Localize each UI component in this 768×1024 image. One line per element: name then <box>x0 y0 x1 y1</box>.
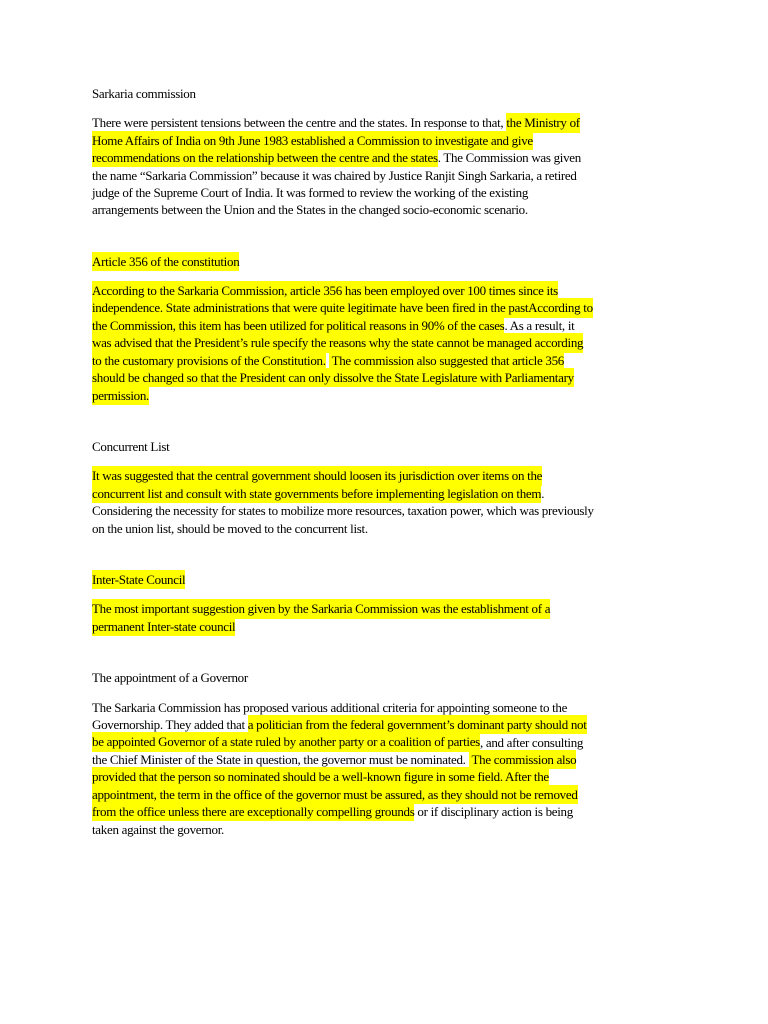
highlighted-text: a politician from the federal government’s dominant party should not <box>248 715 587 734</box>
text-line <box>92 571 690 588</box>
highlighted-text: According to the Sarkaria Commission, article 356 has been employed over 100 times since its <box>92 281 558 300</box>
spacer <box>92 647 690 669</box>
text-run: . <box>541 485 545 501</box>
text-run: the Chief Minister of the State in question, the governor must be nominated. <box>92 751 469 767</box>
text-run: or if disciplinary action is being <box>414 804 573 820</box>
heading-concurrent-list <box>92 438 690 455</box>
text-line <box>92 618 690 635</box>
text-run: taken against the governor. <box>92 821 224 837</box>
text-run: Considering the necessity for states to mobilize more resources, taxation power, which was previously <box>92 503 594 519</box>
highlighted-text: Article 356 of the constitution <box>92 252 239 271</box>
text-line <box>92 184 690 201</box>
text-line <box>92 734 690 751</box>
highlighted-text: was advised that the President’s rule specify the reasons why the state cannot be managed according <box>92 333 583 352</box>
highlighted-text: appointment, the term in the office of the governor must be assured, as they should not be removed <box>92 785 578 804</box>
text-run: . As a result, it <box>504 318 575 334</box>
heading-article-356 <box>92 253 690 270</box>
highlighted-text: The most important suggestion given by the Sarkaria Commission was the establishment of a <box>92 599 550 618</box>
text-run: . The Commission was given <box>437 150 581 166</box>
highlighted-text: from the office unless there are exceptionally compelling grounds <box>92 802 414 821</box>
text-line <box>92 369 690 386</box>
paragraph-governor-appointment <box>92 699 690 838</box>
text-line <box>92 821 690 838</box>
text-line <box>92 751 690 768</box>
spacer <box>92 549 690 571</box>
text-line <box>92 485 690 502</box>
highlighted-text: permission. <box>92 386 149 405</box>
text-line <box>92 167 690 184</box>
text-line <box>92 387 690 404</box>
paragraph-inter-state-council <box>92 601 690 636</box>
heading-governor-appointment <box>92 669 690 686</box>
text-line <box>92 132 690 149</box>
text-run: The appointment of a Governor <box>92 670 248 686</box>
highlighted-text: provided that the person so nominated should be a well-known figure in some field. After the <box>92 767 549 786</box>
text-line <box>92 253 690 270</box>
text-line <box>92 468 690 485</box>
heading-inter-state-council <box>92 571 690 588</box>
highlighted-text: concurrent list and consult with state governments before implementing legislation on them <box>92 484 541 503</box>
spacer <box>92 231 690 253</box>
text-line <box>92 282 690 299</box>
text-line <box>92 300 690 317</box>
text-run: There were persistent tensions between the centre and the states. In response to that, <box>92 115 507 131</box>
page-title <box>92 85 690 102</box>
text-run: Governorship. They added that <box>92 717 248 733</box>
text-line <box>92 520 690 537</box>
spacer <box>92 416 690 438</box>
text-run: The Sarkaria Commission has proposed various additional criteria for appointing someone to the <box>92 699 568 715</box>
text-run: Sarkaria commission <box>92 86 196 101</box>
text-line <box>92 201 690 218</box>
text-run: judge of the Supreme Court of India. It was formed to review the working of the existing <box>92 185 529 201</box>
highlighted-text: be appointed Governor of a state ruled by another party or a coalition of parties <box>92 732 480 751</box>
paragraph-intro <box>92 114 690 218</box>
highlighted-text: to the customary provisions of the Constitution. <box>92 351 326 370</box>
paragraph-concurrent-list <box>92 468 690 538</box>
text-line <box>92 114 690 131</box>
text-line <box>92 669 690 686</box>
text-run: on the union list, should be moved to the concurrent list. <box>92 520 368 536</box>
highlighted-text: should be changed so that the President can only dissolve the State Legislature with Parliamentary <box>92 368 574 387</box>
text-line <box>92 85 690 102</box>
highlighted-text: Home Affairs of India on 9th June 1983 established a Commission to investigate and give <box>92 131 533 150</box>
highlighted-text: Inter-State Council <box>92 570 185 589</box>
text-line <box>92 786 690 803</box>
highlighted-text: It was suggested that the central government should loosen its jurisdiction over items on the <box>92 466 542 485</box>
text-line <box>92 699 690 716</box>
text-run: , and after consulting <box>479 734 584 750</box>
text-line <box>92 768 690 785</box>
text-line <box>92 803 690 820</box>
text-line <box>92 317 690 334</box>
text-line <box>92 716 690 733</box>
text-run: Concurrent List <box>92 439 170 455</box>
highlighted-text: independence. State administrations that were quite legitimate have been fired in the pastAccording to <box>92 298 593 317</box>
highlighted-text: permanent Inter-state council <box>92 617 235 636</box>
highlighted-text: The commission also suggested that article 356 <box>329 351 564 370</box>
paragraph-article-356 <box>92 282 690 404</box>
text-run: arrangements between the Union and the States in the changed socio-economic scenario. <box>92 202 528 218</box>
text-line <box>92 601 690 618</box>
highlighted-text: The commission also <box>469 750 577 769</box>
text-line <box>92 438 690 455</box>
highlighted-text: recommendations on the relationship between the centre and the states <box>92 148 438 167</box>
text-run: the name “Sarkaria Commission” because it was chaired by Justice Ranjit Singh Sarkaria, a retired <box>92 167 577 183</box>
text-line <box>92 502 690 519</box>
highlighted-text: the Ministry of <box>506 113 580 132</box>
text-line <box>92 334 690 351</box>
text-line <box>92 352 690 369</box>
highlighted-text: the Commission, this item has been utilized for political reasons in 90% of the cases <box>92 316 504 335</box>
text-line <box>92 149 690 166</box>
